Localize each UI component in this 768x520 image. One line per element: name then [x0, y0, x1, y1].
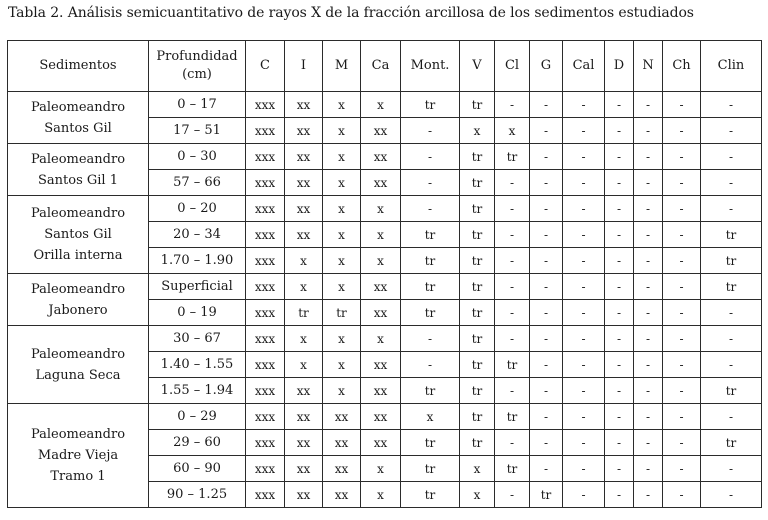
value-cell: tr [460, 430, 495, 456]
value-cell: x [361, 326, 401, 352]
value-cell: x [460, 118, 495, 144]
header-mineral: Ca [361, 41, 401, 92]
value-cell: - [530, 170, 563, 196]
sediment-name-line: Tramo 1 [50, 469, 106, 484]
table-row [8, 274, 762, 300]
value-cell: - [563, 482, 605, 508]
value-cell: - [401, 170, 460, 196]
value-cell: - [663, 456, 701, 482]
value-cell: - [663, 274, 701, 300]
value-cell: - [634, 378, 663, 404]
value-cell: xx [285, 482, 323, 508]
value-cell: - [701, 456, 762, 482]
sediment-name-line: Paleomeandro [30, 281, 126, 297]
value-cell: - [495, 92, 530, 118]
header-mineral: Cl [495, 41, 530, 92]
value-cell: - [701, 326, 762, 352]
value-cell: tr [401, 378, 460, 404]
value-cell: tr [460, 378, 495, 404]
header-mineral: D [605, 41, 634, 92]
sediment-name-line: Paleomeandro [30, 427, 126, 442]
value-cell: - [530, 196, 563, 222]
value-cell: - [530, 274, 563, 300]
value-cell: - [401, 118, 460, 144]
value-cell: xx [361, 430, 401, 456]
value-cell: - [530, 248, 563, 274]
header-mineral: Ch [663, 41, 701, 92]
table-row [8, 144, 762, 170]
value-cell: - [663, 378, 701, 404]
value-cell: x [361, 456, 401, 482]
value-cell: - [605, 378, 634, 404]
value-cell: - [563, 326, 605, 352]
value-cell: x [323, 352, 361, 378]
value-cell: - [495, 170, 530, 196]
value-cell: - [530, 92, 563, 118]
value-cell: tr [401, 300, 460, 326]
value-cell: - [605, 352, 634, 378]
depth-cell: 1.55 – 1.94 [149, 378, 246, 404]
value-cell: tr [495, 404, 530, 430]
value-cell: - [401, 326, 460, 352]
value-cell: x [323, 222, 361, 248]
sediment-name-line: Santos Gil [44, 227, 112, 242]
value-cell: tr [460, 248, 495, 274]
value-cell: tr [495, 144, 530, 170]
value-cell: - [563, 404, 605, 430]
value-cell: - [663, 352, 701, 378]
value-cell: tr [701, 430, 762, 456]
value-cell: - [605, 92, 634, 118]
value-cell: tr [701, 248, 762, 274]
value-cell: - [634, 274, 663, 300]
sediment-name [8, 326, 149, 404]
value-cell: - [663, 144, 701, 170]
value-cell: - [401, 352, 460, 378]
value-cell: xxx [246, 404, 285, 430]
depth-cell: 90 – 1.25 [149, 482, 246, 508]
value-cell: xxx [246, 170, 285, 196]
value-cell: - [563, 274, 605, 300]
depth-cell: Superficial [149, 274, 246, 300]
table-body [8, 92, 762, 508]
depth-cell: 57 – 66 [149, 170, 246, 196]
value-cell: tr [460, 352, 495, 378]
value-cell: - [563, 378, 605, 404]
value-cell: - [605, 144, 634, 170]
value-cell: - [563, 196, 605, 222]
value-cell: - [530, 222, 563, 248]
value-cell: - [530, 404, 563, 430]
value-cell: - [495, 248, 530, 274]
value-cell: xx [285, 378, 323, 404]
value-cell: - [605, 456, 634, 482]
header-mineral: N [634, 41, 663, 92]
value-cell: - [605, 300, 634, 326]
value-cell: tr [701, 378, 762, 404]
value-cell: - [563, 222, 605, 248]
sediment-name [8, 404, 149, 508]
value-cell: - [663, 170, 701, 196]
sediment-name-line: Jabonero [48, 302, 108, 318]
value-cell: - [495, 430, 530, 456]
value-cell: - [634, 144, 663, 170]
value-cell: - [663, 482, 701, 508]
value-cell: tr [530, 482, 563, 508]
value-cell: xx [285, 92, 323, 118]
value-cell: xx [361, 300, 401, 326]
value-cell: - [495, 482, 530, 508]
depth-cell: 1.70 – 1.90 [149, 248, 246, 274]
value-cell: tr [323, 300, 361, 326]
value-cell: - [563, 248, 605, 274]
value-cell: tr [460, 196, 495, 222]
value-cell: - [634, 352, 663, 378]
value-cell: xxx [246, 482, 285, 508]
value-cell: - [530, 430, 563, 456]
sediment-name-line: Santos Gil 1 [38, 172, 118, 188]
value-cell: xx [361, 352, 401, 378]
value-cell: - [634, 118, 663, 144]
value-cell: tr [460, 404, 495, 430]
value-cell: xx [323, 430, 361, 456]
value-cell: xx [323, 404, 361, 430]
sediment-name-line: Orilla interna [33, 248, 123, 263]
value-cell: - [663, 430, 701, 456]
header-profundidad-line1: Profundidad [156, 49, 238, 64]
value-cell: xx [323, 482, 361, 508]
value-cell: - [663, 196, 701, 222]
table-row [8, 196, 762, 222]
header-mineral: V [460, 41, 495, 92]
value-cell: - [563, 430, 605, 456]
value-cell: xxx [246, 144, 285, 170]
value-cell: tr [401, 248, 460, 274]
value-cell: x [361, 92, 401, 118]
value-cell: x [401, 404, 460, 430]
sediment-name [8, 274, 149, 326]
value-cell: - [530, 118, 563, 144]
table-row [8, 404, 762, 430]
xray-table [7, 40, 762, 508]
value-cell: - [663, 118, 701, 144]
value-cell: - [634, 430, 663, 456]
value-cell: xxx [246, 248, 285, 274]
value-cell: x [361, 248, 401, 274]
value-cell: - [634, 326, 663, 352]
header-sedimentos: Sedimentos [8, 41, 149, 92]
value-cell: - [634, 404, 663, 430]
value-cell: - [701, 170, 762, 196]
value-cell: x [285, 326, 323, 352]
header-mineral: Mont. [401, 41, 460, 92]
table-caption: Tabla 2. Análisis semicuantitativo de rayos X de la fracción arcillosa de los sedimentos estudiados [8, 5, 694, 21]
value-cell: x [285, 248, 323, 274]
value-cell: - [634, 300, 663, 326]
depth-cell: 30 – 67 [149, 326, 246, 352]
value-cell: - [701, 118, 762, 144]
value-cell: tr [401, 274, 460, 300]
depth-cell: 0 – 17 [149, 92, 246, 118]
value-cell: - [530, 456, 563, 482]
sediment-name [8, 144, 149, 196]
value-cell: - [605, 274, 634, 300]
value-cell: xxx [246, 118, 285, 144]
value-cell: x [285, 352, 323, 378]
value-cell: - [605, 326, 634, 352]
depth-cell: 0 – 29 [149, 404, 246, 430]
value-cell: - [563, 300, 605, 326]
value-cell: x [285, 274, 323, 300]
header-mineral: Clin [701, 41, 762, 92]
value-cell: - [701, 482, 762, 508]
value-cell: - [605, 404, 634, 430]
value-cell: x [323, 170, 361, 196]
sediment-name-line: Santos Gil [44, 120, 112, 136]
value-cell: - [663, 92, 701, 118]
value-cell: - [563, 456, 605, 482]
value-cell: - [701, 352, 762, 378]
value-cell: tr [401, 430, 460, 456]
value-cell: - [634, 170, 663, 196]
value-cell: x [323, 92, 361, 118]
value-cell: - [663, 300, 701, 326]
value-cell: - [401, 196, 460, 222]
depth-cell: 0 – 20 [149, 196, 246, 222]
sediment-name-line: Madre Vieja [37, 448, 119, 463]
value-cell: - [634, 196, 663, 222]
depth-cell: 60 – 90 [149, 456, 246, 482]
sediment-name-line: Paleomeandro [30, 99, 126, 115]
value-cell: - [495, 274, 530, 300]
value-cell: - [701, 404, 762, 430]
header-profundidad-line2: (cm) [182, 67, 212, 82]
value-cell: x [495, 118, 530, 144]
value-cell: - [663, 222, 701, 248]
sediment-name-line: Laguna Seca [35, 367, 121, 383]
value-cell: x [460, 456, 495, 482]
value-cell: - [605, 222, 634, 248]
value-cell: xx [285, 170, 323, 196]
value-cell: - [495, 326, 530, 352]
header-profundidad [149, 41, 246, 92]
value-cell: - [530, 378, 563, 404]
value-cell: xxx [246, 326, 285, 352]
value-cell: - [530, 326, 563, 352]
value-cell: tr [701, 222, 762, 248]
value-cell: tr [495, 352, 530, 378]
value-cell: tr [460, 222, 495, 248]
depth-cell: 1.40 – 1.55 [149, 352, 246, 378]
value-cell: tr [495, 456, 530, 482]
value-cell: xxx [246, 456, 285, 482]
value-cell: - [530, 300, 563, 326]
value-cell: xx [361, 378, 401, 404]
value-cell: - [663, 326, 701, 352]
value-cell: - [563, 144, 605, 170]
value-cell: - [701, 196, 762, 222]
value-cell: - [605, 430, 634, 456]
value-cell: xx [285, 430, 323, 456]
value-cell: - [663, 404, 701, 430]
sediment-name-line: Paleomeandro [30, 206, 126, 221]
value-cell: tr [701, 274, 762, 300]
value-cell: xxx [246, 300, 285, 326]
value-cell: xx [361, 118, 401, 144]
value-cell: tr [401, 92, 460, 118]
value-cell: - [605, 170, 634, 196]
sediment-name-line: Paleomeandro [30, 346, 126, 362]
value-cell: tr [401, 456, 460, 482]
header-mineral: M [323, 41, 361, 92]
value-cell: xx [361, 170, 401, 196]
value-cell: xx [285, 144, 323, 170]
value-cell: - [495, 300, 530, 326]
value-cell: - [563, 170, 605, 196]
value-cell: tr [460, 92, 495, 118]
value-cell: x [323, 196, 361, 222]
header-row [8, 41, 762, 92]
value-cell: x [361, 482, 401, 508]
value-cell: - [495, 196, 530, 222]
value-cell: x [460, 482, 495, 508]
value-cell: - [634, 248, 663, 274]
value-cell: xxx [246, 222, 285, 248]
value-cell: tr [460, 274, 495, 300]
value-cell: x [323, 144, 361, 170]
value-cell: tr [460, 300, 495, 326]
value-cell: xxx [246, 430, 285, 456]
sediment-name-line: Paleomeandro [30, 151, 126, 167]
value-cell: - [495, 222, 530, 248]
value-cell: - [663, 248, 701, 274]
value-cell: tr [460, 144, 495, 170]
value-cell: x [361, 222, 401, 248]
value-cell: - [495, 378, 530, 404]
value-cell: xxx [246, 274, 285, 300]
value-cell: tr [460, 170, 495, 196]
sediment-name [8, 92, 149, 144]
depth-cell: 0 – 30 [149, 144, 246, 170]
value-cell: xx [323, 456, 361, 482]
table-row [8, 326, 762, 352]
value-cell: - [701, 92, 762, 118]
value-cell: - [634, 222, 663, 248]
value-cell: xx [285, 404, 323, 430]
header-mineral: Cal [563, 41, 605, 92]
header-mineral: C [246, 41, 285, 92]
depth-cell: 17 – 51 [149, 118, 246, 144]
value-cell: xxx [246, 352, 285, 378]
value-cell: x [323, 248, 361, 274]
value-cell: x [323, 378, 361, 404]
value-cell: - [563, 118, 605, 144]
value-cell: xxx [246, 378, 285, 404]
value-cell: xx [285, 196, 323, 222]
value-cell: xxx [246, 196, 285, 222]
value-cell: xx [361, 404, 401, 430]
value-cell: xx [285, 456, 323, 482]
value-cell: - [563, 92, 605, 118]
value-cell: tr [401, 482, 460, 508]
depth-cell: 29 – 60 [149, 430, 246, 456]
depth-cell: 20 – 34 [149, 222, 246, 248]
value-cell: - [605, 118, 634, 144]
value-cell: - [530, 144, 563, 170]
value-cell: tr [401, 222, 460, 248]
value-cell: x [361, 196, 401, 222]
value-cell: - [634, 456, 663, 482]
value-cell: xx [285, 222, 323, 248]
value-cell: x [323, 118, 361, 144]
value-cell: x [323, 326, 361, 352]
value-cell: - [701, 144, 762, 170]
sediment-name [8, 196, 149, 274]
value-cell: xx [361, 144, 401, 170]
value-cell: - [634, 92, 663, 118]
value-cell: x [323, 274, 361, 300]
value-cell: tr [460, 326, 495, 352]
value-cell: xx [285, 118, 323, 144]
value-cell: - [605, 482, 634, 508]
header-mineral: I [285, 41, 323, 92]
value-cell: - [701, 300, 762, 326]
value-cell: - [401, 144, 460, 170]
value-cell: - [605, 248, 634, 274]
table-row [8, 92, 762, 118]
value-cell: - [634, 482, 663, 508]
value-cell: - [563, 352, 605, 378]
value-cell: - [530, 352, 563, 378]
value-cell: tr [285, 300, 323, 326]
value-cell: - [605, 196, 634, 222]
depth-cell: 0 – 19 [149, 300, 246, 326]
value-cell: xx [361, 274, 401, 300]
header-mineral: G [530, 41, 563, 92]
value-cell: xxx [246, 92, 285, 118]
